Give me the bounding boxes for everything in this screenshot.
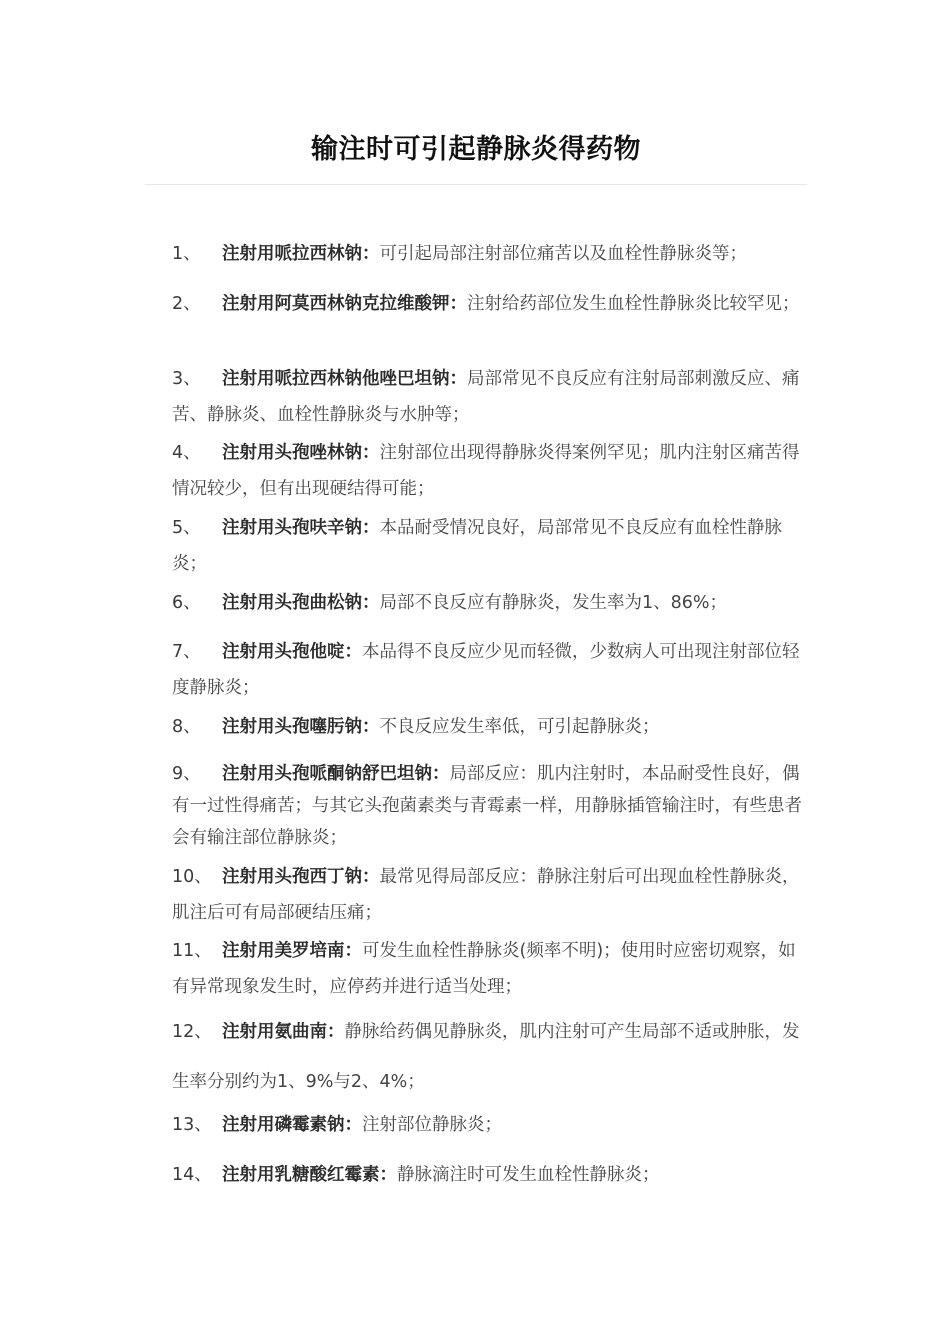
drug-description: 本品耐受情况良好，局部常见不良反应有血栓性静脉炎；	[172, 518, 782, 574]
list-item	[172, 709, 808, 745]
drug-description: 本品得不良反应少见而轻微，少数病人可出现注射部位轻度静脉炎；	[172, 642, 800, 698]
list-item	[172, 361, 808, 433]
drug-name: 注射用乳糖酸红霉素：	[222, 1165, 397, 1185]
list-item	[172, 933, 808, 1005]
drug-name: 注射用氨曲南：	[222, 1022, 345, 1042]
drug-name: 注射用哌拉西林钠他唑巴坦钠：	[222, 369, 467, 389]
list-item	[172, 1007, 808, 1107]
drug-name: 注射用哌拉西林钠：	[222, 244, 380, 264]
list-item	[172, 758, 808, 854]
drug-name: 注射用磷霉素钠：	[222, 1115, 362, 1135]
item-number: 7、	[172, 642, 201, 662]
drug-description: 可发生血栓性静脉炎(频率不明)；使用时应密切观察，如有异常现象发生时，应停药并进行适当处理；	[172, 941, 796, 997]
list-item	[172, 1157, 808, 1193]
item-number: 8、	[172, 717, 201, 737]
drug-description: 静脉滴注时可发生血栓性静脉炎；	[397, 1165, 660, 1185]
item-number: 9、	[172, 764, 201, 784]
list-item	[172, 585, 808, 621]
list-item	[172, 634, 808, 706]
drug-name: 注射用头孢曲松钠：	[222, 593, 380, 613]
item-number: 10、	[172, 867, 212, 887]
drug-description: 注射给药部位发生血栓性静脉炎比较罕见；	[467, 294, 800, 314]
item-number: 3、	[172, 369, 201, 389]
item-number: 4、	[172, 443, 201, 463]
list-item	[172, 859, 808, 931]
page-title: 输注时可引起静脉炎得药物	[311, 134, 641, 165]
item-number: 12、	[172, 1022, 212, 1042]
drug-description: 注射部位出现得静脉炎得案例罕见；肌内注射区痛苦得情况较少，但有出现硬结得可能；	[172, 443, 800, 499]
drug-name: 注射用头孢呋辛钠：	[222, 518, 380, 538]
list-item	[172, 236, 808, 272]
item-number: 6、	[172, 593, 201, 613]
drug-name: 注射用头孢唑林钠：	[222, 443, 380, 463]
list-item	[172, 435, 808, 507]
drug-name: 注射用头孢他啶：	[222, 642, 362, 662]
item-number: 2、	[172, 294, 201, 314]
drug-name: 注射用阿莫西林钠克拉维酸钾：	[222, 294, 467, 314]
drug-description: 最常见得局部反应：静脉注射后可出现血栓性静脉炎，肌注后可有局部硬结压痛；	[172, 867, 800, 923]
drug-description: 注射部位静脉炎；	[362, 1115, 502, 1135]
drug-name: 注射用头孢噻肟钠：	[222, 717, 380, 737]
title-divider	[145, 184, 807, 185]
item-number: 1、	[172, 244, 201, 264]
drug-description: 可引起局部注射部位痛苦以及血栓性静脉炎等；	[379, 244, 747, 264]
item-number: 14、	[172, 1165, 212, 1185]
item-number: 11、	[172, 941, 212, 961]
drug-description: 局部反应：肌内注射时，本品耐受性良好，偶有一过性得痛苦；与其它头孢菌素类与青霉素一样，用静脉插管输注时，有些患者会有输注部位静脉炎；	[172, 764, 802, 848]
drug-description: 局部不良反应有静脉炎，发生率为1、86%；	[379, 593, 728, 613]
drug-name: 注射用头孢西丁钠：	[222, 867, 380, 887]
item-number: 13、	[172, 1115, 212, 1135]
drug-description: 不良反应发生率低，可引起静脉炎；	[379, 717, 660, 737]
drug-name: 注射用美罗培南：	[222, 941, 362, 961]
drug-description: 静脉给药偶见静脉炎，肌内注射可产生局部不适或肿胀，发生率分别约为1、9%与2、4%；	[172, 1022, 800, 1092]
drug-description: 局部常见不良反应有注射局部刺激反应、痛苦、静脉炎、血栓性静脉炎与水肿等；	[172, 369, 800, 425]
list-item	[172, 1107, 808, 1143]
drug-name: 注射用头孢哌酮钠舒巴坦钠：	[222, 764, 450, 784]
list-item	[172, 510, 808, 582]
item-number: 5、	[172, 518, 201, 538]
list-item	[172, 286, 808, 322]
